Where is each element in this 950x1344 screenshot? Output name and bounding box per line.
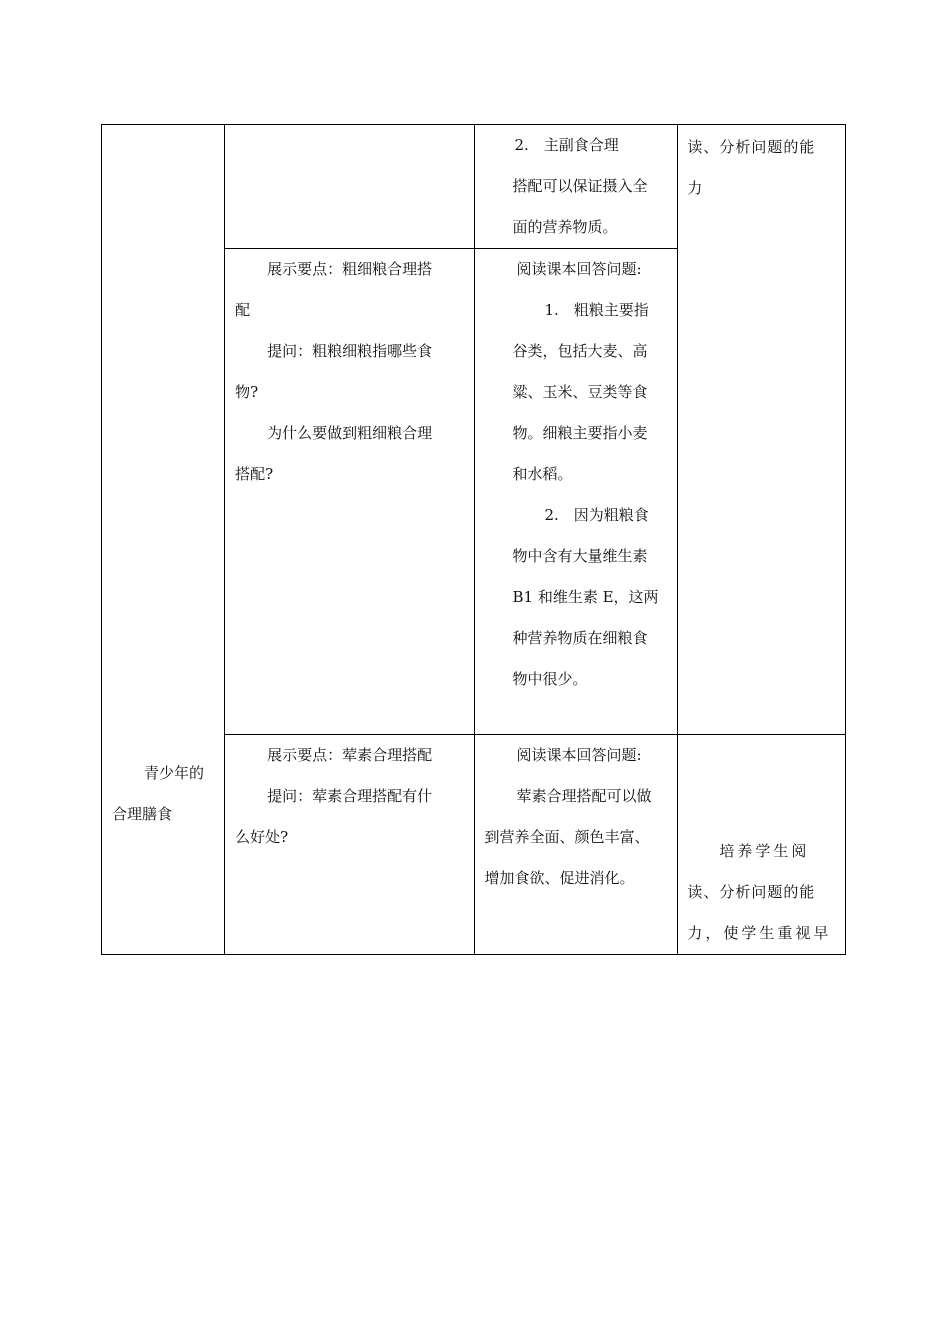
topic-line-1: 青少年的	[144, 764, 205, 782]
teacher-activity-cell-3	[225, 735, 474, 955]
student-text-line: 阅读课本回答问题:	[516, 746, 642, 764]
goal-text-line: 读、分析问题的能	[687, 883, 816, 901]
teacher-activity-cell-1	[225, 125, 474, 249]
student-text-line: 粱、玉米、豆类等食	[512, 383, 648, 401]
teacher-text-line: 么好处?	[235, 828, 289, 846]
student-activity-cell-1	[474, 125, 678, 249]
goal-text-line: 培养学生阅	[719, 842, 810, 860]
student-text-line: 到营养全面、颜色丰富、	[484, 828, 650, 846]
topic-line-2: 合理膳食	[112, 805, 173, 823]
student-text-line: 物中含有大量维生素	[512, 547, 648, 565]
topic-cell	[102, 125, 225, 955]
teacher-activity-cell-2	[225, 249, 474, 735]
teacher-text-line: 提问：荤素合理搭配有什	[267, 787, 433, 805]
student-text-line: B1 和维生素 E，这两	[512, 588, 659, 606]
student-text-line: 和水稻。	[512, 465, 573, 483]
goal-text-line: 读、分析问题的能	[687, 138, 816, 156]
goal-text-line: 力	[687, 179, 704, 197]
goal-text-line: 力，使学生重视早	[687, 924, 832, 942]
student-text-line: 种营养物质在细粮食	[512, 629, 648, 647]
student-text-line: 2. 因为粗粮食	[544, 506, 649, 524]
teacher-text-line: 配	[235, 301, 251, 319]
goal-cell-1	[678, 125, 846, 735]
student-text-line: 物中很少。	[512, 670, 588, 688]
teacher-text-line: 为什么要做到粗细粮合理	[267, 424, 433, 442]
student-text-line: 阅读课本回答问题:	[516, 260, 642, 278]
teacher-text-line: 提问：粗粮细粮指哪些食	[267, 342, 433, 360]
student-text-line: 谷类，包括大麦、高	[512, 342, 648, 360]
student-text-line: 1. 粗粮主要指	[544, 301, 649, 319]
teacher-text-line: 搭配?	[235, 465, 274, 483]
student-text-line: 2. 主副食合理	[514, 136, 619, 154]
student-text-line: 搭配可以保证摄入全	[512, 177, 648, 195]
student-text-line: 增加食欲、促进消化。	[484, 869, 635, 887]
student-text-line: 物。细粮主要指小麦	[512, 424, 648, 442]
student-text-line: 面的营养物质。	[512, 218, 618, 236]
table-row-1	[102, 125, 846, 249]
student-text-line: 荤素合理搭配可以做	[516, 787, 652, 805]
lesson-plan-table	[101, 124, 846, 955]
student-activity-cell-2	[474, 249, 678, 735]
goal-cell-2	[678, 735, 846, 955]
teacher-text-line: 物?	[235, 383, 259, 401]
teacher-text-line: 展示要点：粗细粮合理搭	[267, 260, 433, 278]
teacher-text-line: 展示要点：荤素合理搭配	[267, 746, 433, 764]
student-activity-cell-3	[474, 735, 678, 955]
